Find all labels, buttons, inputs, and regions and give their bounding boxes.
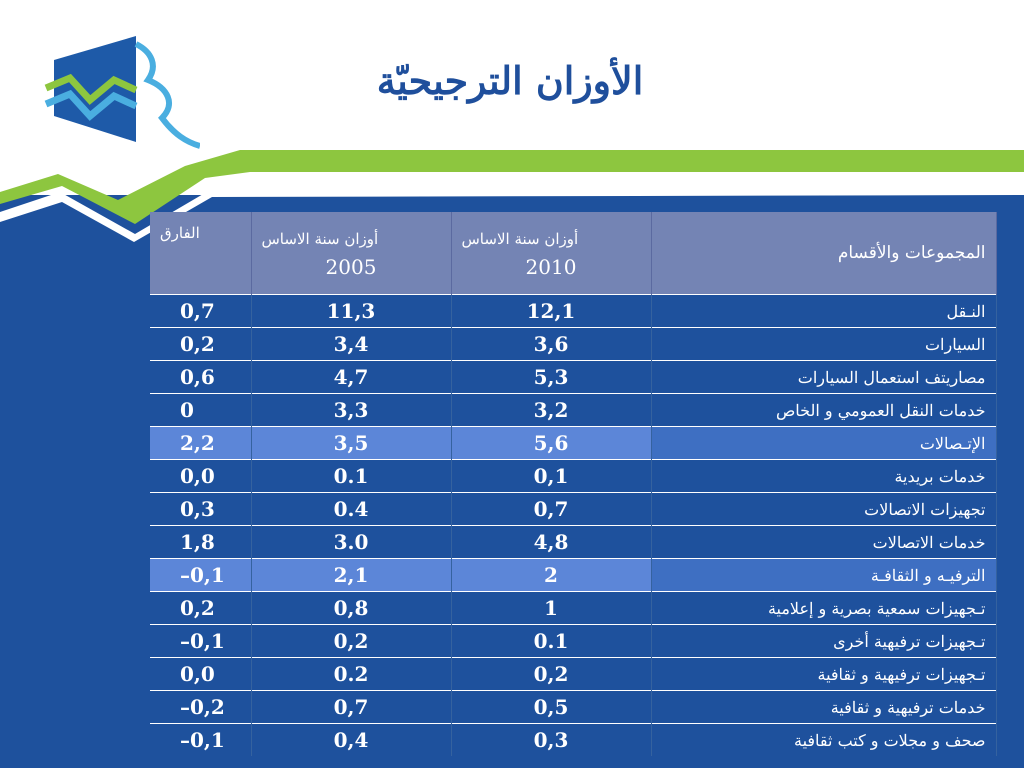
row-value-2005: 3.0 [251,526,451,559]
table-row [150,592,996,625]
row-name: خدمات ترفيهية و ثقافية [651,691,996,724]
row-value-2005: 11,3 [251,295,451,328]
weights-table [150,212,997,756]
table-row [150,493,996,526]
row-difference: 0,3 [150,493,251,526]
row-value-2005: 4,7 [251,361,451,394]
row-difference: 0,2 [150,592,251,625]
row-name: الترفيـه و الثقافـة [651,559,996,592]
page-title: الأوزان الترجيحيّة [376,58,644,103]
row-value-2010: 0,2 [451,658,651,691]
table-row [150,328,996,361]
header-base-2005-label: أوزان سنة الاساس [261,230,379,248]
row-value-2005: 0,7 [251,691,451,724]
row-value-2010: 0,3 [451,724,651,757]
row-value-2005: 0,8 [251,592,451,625]
row-difference: 0,7 [150,295,251,328]
row-value-2005: 3,4 [251,328,451,361]
header-difference: الفارق [150,212,251,295]
table-header-row [150,212,996,295]
header-base-2005 [251,212,451,295]
row-difference: –0,2 [150,691,251,724]
row-name: تـجهيزات سمعية بصرية و إعلامية [651,592,996,625]
row-value-2010: 5,6 [451,427,651,460]
row-value-2010: 3,2 [451,394,651,427]
row-difference: 1,8 [150,526,251,559]
row-difference: 0 [150,394,251,427]
row-name: صحف و مجلات و كتب ثقافية [651,724,996,757]
header-groups: المجموعات والأقسام [651,212,996,295]
row-value-2005: 3,5 [251,427,451,460]
table-row [150,460,996,493]
weights-table-container [150,212,996,756]
row-value-2010: 2 [451,559,651,592]
header-base-2010-label: أوزان سنة الاساس [461,230,579,248]
row-value-2010: 4,8 [451,526,651,559]
row-difference: –0,1 [150,559,251,592]
row-name: تـجهيزات ترفيهية أخرى [651,625,996,658]
row-difference: 0,0 [150,658,251,691]
row-value-2005: 0,4 [251,724,451,757]
row-value-2005: 0.4 [251,493,451,526]
row-name: الإتـصالات [651,427,996,460]
row-name: تجهيزات الاتصالات [651,493,996,526]
row-difference: 0,6 [150,361,251,394]
table-row [150,625,996,658]
header-base-2010-year: 2010 [525,255,577,279]
row-value-2005: 3,3 [251,394,451,427]
row-difference: –0,1 [150,625,251,658]
row-value-2005: 0,2 [251,625,451,658]
row-name: خدمات النقل العمومي و الخاص [651,394,996,427]
row-value-2010: 5,3 [451,361,651,394]
table-row [150,658,996,691]
row-name: تـجهيزات ترفيهية و ثقافية [651,658,996,691]
row-name: مصاريتف استعمال السيارات [651,361,996,394]
table-row [150,724,996,757]
row-difference: –0,1 [150,724,251,757]
table-row [150,361,996,394]
row-name: خدمات بريدية [651,460,996,493]
row-value-2010: 0,1 [451,460,651,493]
row-value-2010: 0,5 [451,691,651,724]
table-row [150,394,996,427]
row-value-2010: 0.1 [451,625,651,658]
row-difference: 0,2 [150,328,251,361]
row-difference: 0,0 [150,460,251,493]
table-row [150,295,996,328]
row-name: النـقل [651,295,996,328]
row-name: خدمات الاتصالات [651,526,996,559]
table-row [150,691,996,724]
row-value-2010: 1 [451,592,651,625]
logo-icon [40,30,200,160]
row-value-2005: 0.1 [251,460,451,493]
row-value-2005: 0.2 [251,658,451,691]
table-category-row [150,427,996,460]
row-value-2010: 3,6 [451,328,651,361]
header-base-2005-year: 2005 [325,255,377,279]
row-value-2010: 12,1 [451,295,651,328]
row-value-2010: 0,7 [451,493,651,526]
row-name: السيارات [651,328,996,361]
table-row [150,526,996,559]
row-value-2005: 2,1 [251,559,451,592]
table-category-row [150,559,996,592]
row-difference: 2,2 [150,427,251,460]
header-base-2010 [451,212,651,295]
